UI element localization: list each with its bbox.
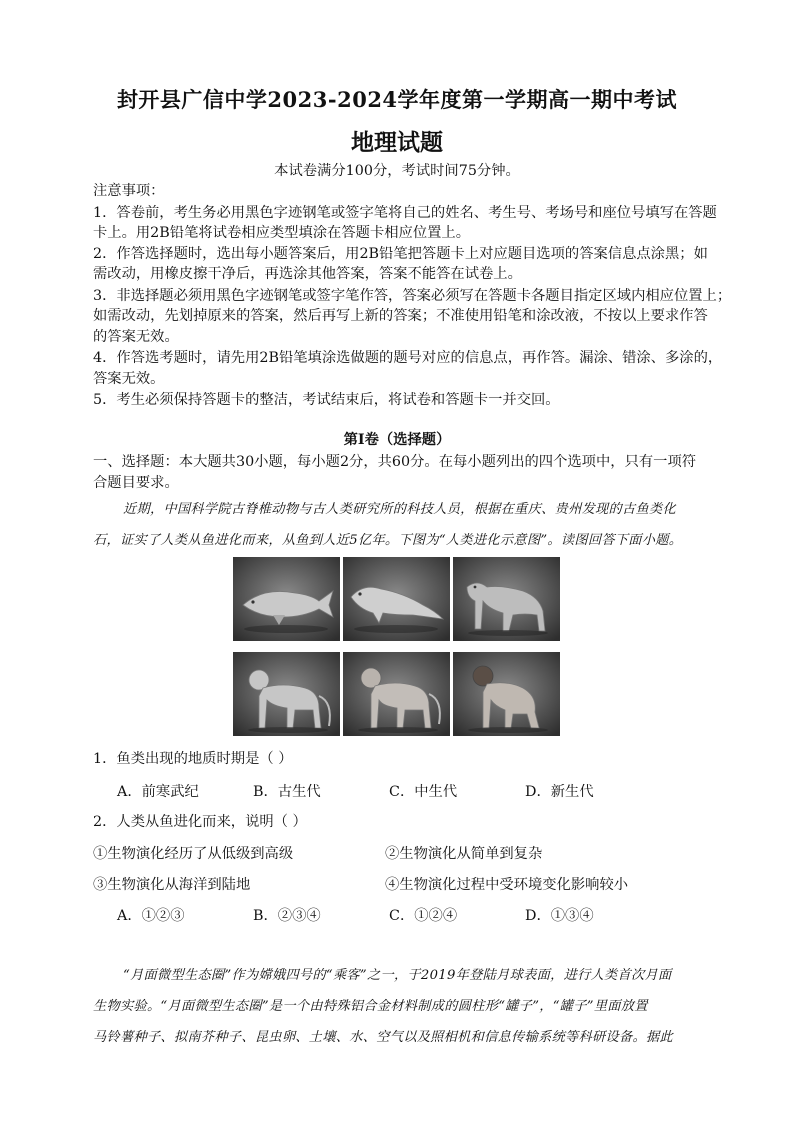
- q2-statement-4: ④生物演化过程中受环境变化影响较小: [385, 877, 629, 893]
- evolution-image-fish: [233, 557, 340, 641]
- evolution-image-monkey-2: [343, 652, 450, 736]
- q2-option-c[interactable]: C．①②④: [389, 908, 458, 924]
- q2-options: [117, 905, 594, 925]
- note-line: 5．考生必须保持答题卡的整洁，考试结束后，将试卷和答题卡一并交回。: [93, 392, 560, 408]
- note-line: 1．答卷前，考生务必用黑色字迹钢笔或签字笔将自己的姓名、考生号、考场号和座位号填写在答题: [93, 205, 717, 221]
- passage2-line: 马铃薯种子、拟南芥种子、昆虫卵、土壤、水、空气以及照相机和信息传输系统等科研设备。据此: [93, 1030, 673, 1045]
- q1-option-b[interactable]: B．古生代: [253, 784, 321, 800]
- note-line: 4．作答选考题时，请先用2B铅笔填涂选做题的题号对应的信息点，再作答。漏涂、错涂、多涂的，: [93, 350, 723, 366]
- section-intro: 合题目要求。: [93, 475, 179, 491]
- q2-option-a[interactable]: A．①②③: [117, 908, 185, 924]
- q2-stem: 2．人类从鱼进化而来，说明（ ）: [93, 814, 307, 830]
- notes-heading: 注意事项：: [93, 183, 165, 199]
- note-line: 答案无效。: [93, 371, 165, 387]
- score-info: 本试卷满分100分，考试时间75分钟。: [274, 163, 520, 179]
- section-intro: 一、选择题：本大题共30小题，每小题2分，共60分。在每小题列出的四个选项中，只有一项符: [93, 454, 697, 470]
- q2-statement-3: ③生物演化从海洋到陆地: [93, 877, 251, 893]
- evolution-image-ape: [453, 652, 560, 736]
- note-line: 3．非选择题必须用黑色字迹钢笔或签字笔作答，答案必须写在答题卡各题目指定区域内相应位置上；: [93, 288, 732, 304]
- q1-option-d[interactable]: D．新生代: [525, 784, 594, 800]
- q2-statement-1: ①生物演化经历了从低级到高级: [93, 846, 294, 862]
- evolution-image-early-primate: [453, 557, 560, 641]
- passage2-line: “月面微型生态圈”作为嫦娥四号的“乘客”之一，于2019年登陆月球表面，进行人类首次月面: [123, 968, 672, 983]
- passage1-line: 石，证实了人类从鱼进化而来，从鱼到人近5亿年。下图为“人类进化示意图”。读图回答下面小题。: [93, 533, 683, 548]
- note-line: 需改动，用橡皮擦干净后，再选涂其他答案，答案不能答在试卷上。: [93, 266, 522, 282]
- section-heading: 第Ⅰ卷（选择题）: [343, 432, 451, 448]
- note-line: 的答案无效。: [93, 329, 179, 345]
- q2-option-b[interactable]: B．②③④: [253, 908, 321, 924]
- evolution-image-lobe-fin-fish: [343, 557, 450, 641]
- evolution-image-monkey-1: [233, 652, 340, 736]
- q2-statement-2: ②生物演化从简单到复杂: [385, 846, 543, 862]
- q1-stem: 1．鱼类出现的地质时期是（ ）: [93, 751, 293, 767]
- q2-option-d[interactable]: D．①③④: [525, 908, 594, 924]
- exam-title: 封开县广信中学2023-2024学年度第一学期高一期中考试: [116, 87, 678, 112]
- passage1-line: 近期，中国科学院古脊椎动物与古人类研究所的科技人员，根据在重庆、贵州发现的古鱼类化: [123, 502, 676, 517]
- q1-option-a[interactable]: A．前寒武纪: [117, 784, 199, 800]
- note-line: 如需改动，先划掉原来的答案，然后再写上新的答案；不准使用铅笔和涂改液，不按以上要求作答: [93, 308, 708, 324]
- note-line: 卡上。用2B铅笔将试卷相应类型填涂在答题卡相应位置上。: [93, 225, 471, 241]
- q1-option-c[interactable]: C．中生代: [389, 784, 458, 800]
- subject-title: 地理试题: [351, 129, 443, 156]
- passage2-line: 生物实验。“月面微型生态圈”是一个由特殊铝合金材料制成的圆柱形“罐子”，“罐子”里面放置: [93, 999, 648, 1014]
- q1-options: [117, 781, 594, 801]
- note-line: 2．作答选择题时，选出每小题答案后，用2B铅笔把答题卡上对应题目选项的答案信息点涂黑；如: [93, 246, 708, 262]
